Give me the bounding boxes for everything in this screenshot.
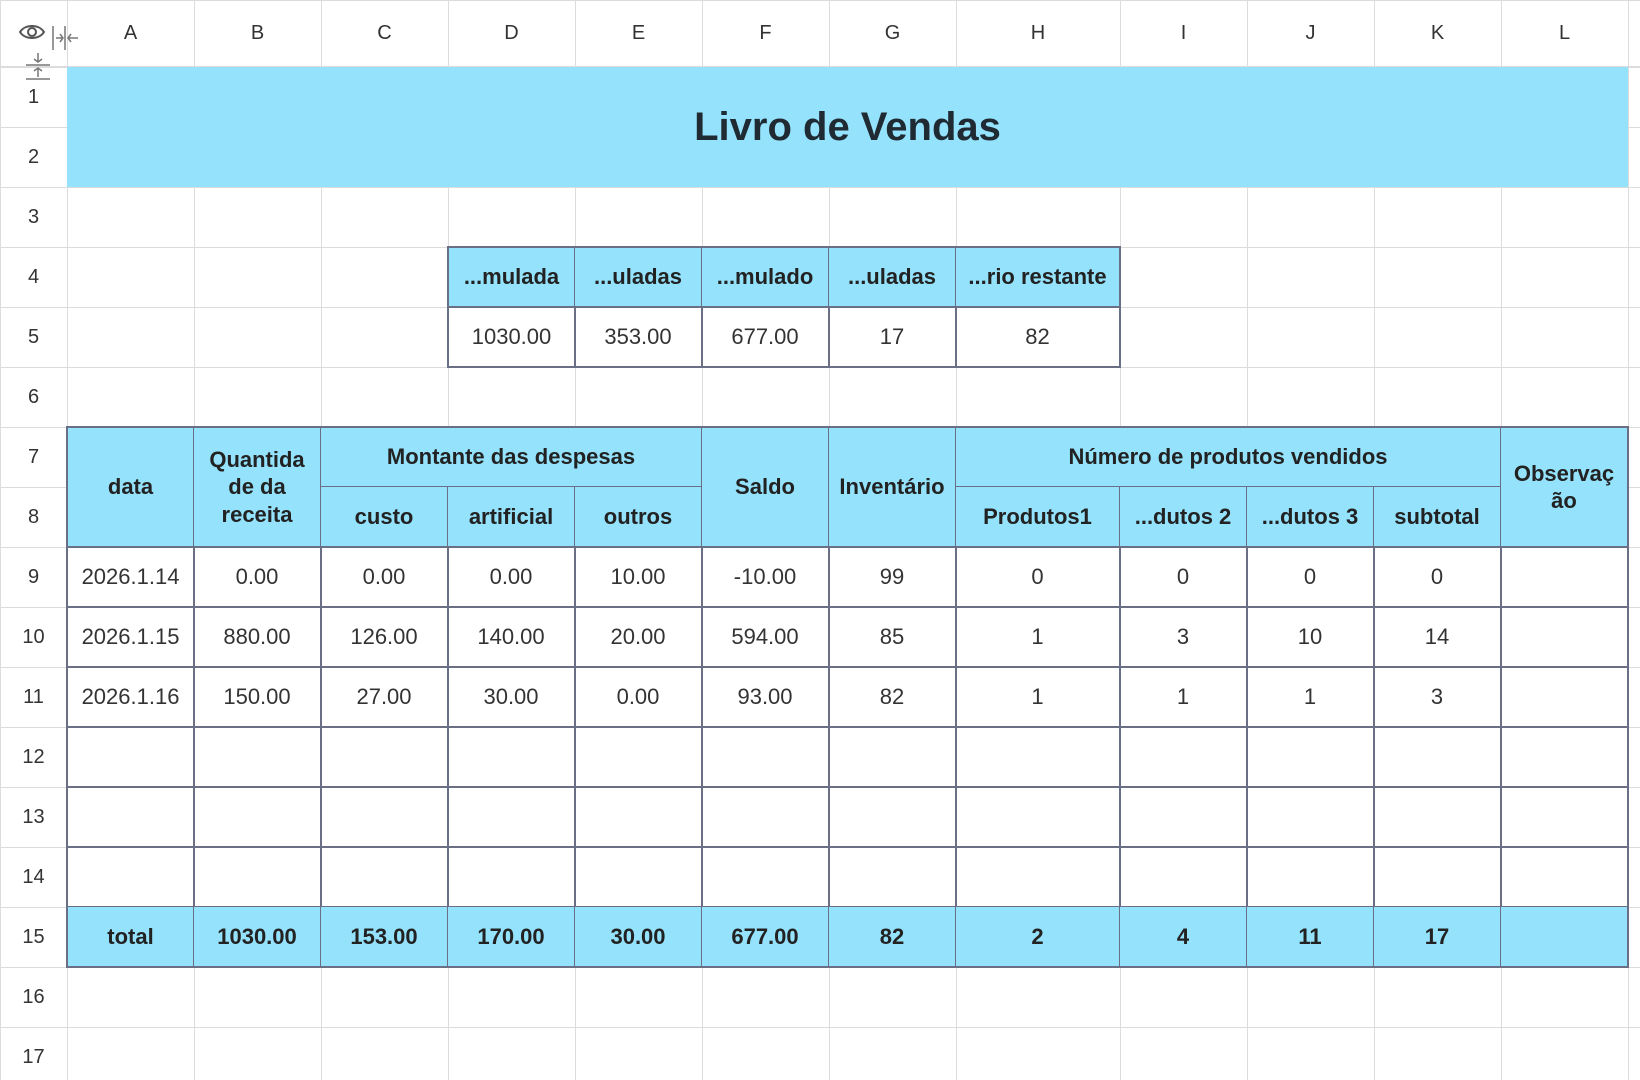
header-produtos2[interactable]: ...dutos 2 <box>1120 487 1248 548</box>
row-header-6[interactable]: 6 <box>27 385 40 408</box>
header-produtos-vendidos[interactable]: Número de produtos vendidos <box>956 426 1502 488</box>
table-cell[interactable] <box>1501 667 1629 728</box>
table-cell[interactable] <box>956 727 1121 788</box>
row-header-8[interactable]: 8 <box>27 505 40 528</box>
freeze-columns-icon[interactable] <box>51 24 81 57</box>
row-header-7[interactable]: 7 <box>27 445 40 468</box>
header-data[interactable]: data <box>66 426 195 548</box>
row-header-14[interactable]: 14 <box>22 865 45 888</box>
total-cell[interactable]: 2 <box>956 907 1121 968</box>
header-saldo[interactable]: Saldo <box>702 426 830 548</box>
table-cell[interactable] <box>66 727 195 788</box>
table-cell[interactable] <box>194 847 322 908</box>
row-header-15[interactable]: 15 <box>22 925 45 948</box>
table-cell[interactable] <box>956 787 1121 848</box>
row-header-17[interactable]: 17 <box>22 1045 45 1068</box>
table-cell[interactable] <box>702 727 830 788</box>
total-cell[interactable]: 170.00 <box>448 907 576 968</box>
table-cell[interactable] <box>448 727 576 788</box>
table-cell[interactable] <box>321 787 449 848</box>
table-cell[interactable] <box>321 727 449 788</box>
table-cell[interactable]: 27.00 <box>321 667 449 728</box>
total-cell[interactable]: 4 <box>1120 907 1248 968</box>
row-header-5[interactable]: 5 <box>27 325 40 348</box>
table-cell[interactable] <box>194 727 322 788</box>
row-header-13[interactable]: 13 <box>22 805 45 828</box>
table-cell[interactable]: 2026.1.15 <box>66 607 195 668</box>
table-cell[interactable] <box>702 787 830 848</box>
summary-header[interactable]: ...rio restante <box>956 246 1121 308</box>
column-header-d[interactable]: D <box>504 22 519 44</box>
table-cell[interactable]: 14 <box>1374 607 1502 668</box>
table-cell[interactable] <box>194 787 322 848</box>
table-cell[interactable] <box>575 787 703 848</box>
header-custo[interactable]: custo <box>321 487 449 548</box>
table-cell[interactable] <box>1120 847 1248 908</box>
column-header-f[interactable]: F <box>759 22 772 44</box>
total-cell[interactable]: 677.00 <box>702 907 830 968</box>
table-cell[interactable]: 3 <box>1374 667 1502 728</box>
header-artificial[interactable]: artificial <box>448 487 576 548</box>
eye-icon[interactable] <box>18 22 46 47</box>
row-header-3[interactable]: 3 <box>27 205 40 228</box>
table-cell[interactable] <box>956 847 1121 908</box>
table-cell[interactable] <box>1247 787 1375 848</box>
table-cell[interactable]: 594.00 <box>702 607 830 668</box>
sheet-title[interactable]: Livro de Vendas <box>67 67 1628 187</box>
summary-value[interactable]: 353.00 <box>575 307 703 368</box>
header-produtos3[interactable]: ...dutos 3 <box>1247 487 1375 548</box>
row-header-11[interactable]: 11 <box>23 685 44 708</box>
summary-header[interactable]: ...uladas <box>575 246 703 308</box>
freeze-rows-icon[interactable] <box>24 51 52 86</box>
gridline-horizontal <box>0 187 1640 188</box>
table-cell[interactable]: 1 <box>1247 667 1375 728</box>
header-inventario[interactable]: Inventário <box>829 426 957 548</box>
total-cell[interactable]: 1030.00 <box>194 907 322 968</box>
table-cell[interactable]: 30.00 <box>448 667 576 728</box>
row-header-16[interactable]: 16 <box>22 985 45 1008</box>
table-cell[interactable]: 0.00 <box>575 667 703 728</box>
row-header-9[interactable]: 9 <box>27 565 40 588</box>
table-cell[interactable]: 0 <box>1374 547 1502 608</box>
table-cell[interactable]: 1 <box>1120 667 1248 728</box>
row-header-4[interactable]: 4 <box>27 265 40 288</box>
column-header-k[interactable]: K <box>1430 22 1445 44</box>
header-subtotal[interactable]: subtotal <box>1374 487 1502 548</box>
table-cell[interactable]: 2026.1.14 <box>66 547 195 608</box>
table-cell[interactable]: 10.00 <box>575 547 703 608</box>
total-cell[interactable]: 82 <box>829 907 957 968</box>
table-cell[interactable]: 0 <box>956 547 1121 608</box>
table-cell[interactable] <box>1120 787 1248 848</box>
table-cell[interactable] <box>1247 727 1375 788</box>
column-header-g[interactable]: G <box>884 22 901 44</box>
header-produtos1[interactable]: Produtos1 <box>956 487 1121 548</box>
total-cell[interactable]: 153.00 <box>321 907 449 968</box>
table-cell[interactable] <box>575 847 703 908</box>
column-header-j[interactable]: J <box>1305 22 1316 44</box>
total-cell[interactable] <box>1501 907 1629 968</box>
summary-value[interactable]: 82 <box>956 307 1121 368</box>
table-cell[interactable] <box>1374 727 1502 788</box>
summary-value[interactable]: 17 <box>829 307 957 368</box>
column-header-i[interactable]: I <box>1180 22 1187 44</box>
table-cell[interactable]: 0.00 <box>194 547 322 608</box>
table-cell[interactable]: 0 <box>1120 547 1248 608</box>
column-header-l[interactable]: L <box>1558 22 1571 44</box>
table-cell[interactable] <box>321 847 449 908</box>
table-cell[interactable]: 1 <box>956 667 1121 728</box>
row-header-12[interactable]: 12 <box>22 745 45 768</box>
table-cell[interactable]: 0.00 <box>321 547 449 608</box>
table-cell[interactable] <box>448 847 576 908</box>
column-header-h[interactable]: H <box>1030 22 1046 44</box>
table-cell[interactable] <box>1501 547 1629 608</box>
gridline-horizontal <box>0 1027 1640 1028</box>
table-cell[interactable] <box>829 727 957 788</box>
table-cell[interactable]: 10 <box>1247 607 1375 668</box>
header-receita[interactable]: Quantida de da receita <box>194 426 322 548</box>
header-observacao[interactable]: Observaç ão <box>1501 426 1629 548</box>
table-cell[interactable]: 126.00 <box>321 607 449 668</box>
summary-header[interactable]: ...uladas <box>829 246 957 308</box>
header-despesas[interactable]: Montante das despesas <box>321 426 703 488</box>
row-header-10[interactable]: 10 <box>22 625 45 648</box>
table-cell[interactable]: 85 <box>829 607 957 668</box>
table-cell[interactable]: 20.00 <box>575 607 703 668</box>
table-cell[interactable] <box>1374 787 1502 848</box>
table-cell[interactable]: 0 <box>1247 547 1375 608</box>
table-cell[interactable] <box>1501 607 1629 668</box>
table-cell[interactable]: 3 <box>1120 607 1248 668</box>
row-header-1[interactable]: 1 <box>27 85 40 108</box>
table-cell[interactable] <box>575 727 703 788</box>
table-cell[interactable] <box>66 787 195 848</box>
total-cell[interactable]: 17 <box>1374 907 1502 968</box>
table-cell[interactable] <box>829 847 957 908</box>
column-header-c[interactable]: C <box>377 22 392 44</box>
table-cell[interactable]: 880.00 <box>194 607 322 668</box>
table-cell[interactable] <box>1120 727 1248 788</box>
summary-header[interactable]: ...mulado <box>702 246 830 308</box>
table-cell[interactable] <box>448 787 576 848</box>
summary-value[interactable]: 677.00 <box>702 307 830 368</box>
table-cell[interactable] <box>66 847 195 908</box>
column-header-a[interactable]: A <box>123 22 138 44</box>
row-header-2[interactable]: 2 <box>27 145 40 168</box>
table-cell[interactable] <box>1501 727 1629 788</box>
table-cell[interactable]: 140.00 <box>448 607 576 668</box>
table-cell[interactable]: 93.00 <box>702 667 830 728</box>
table-cell[interactable] <box>1374 847 1502 908</box>
table-cell[interactable] <box>1247 847 1375 908</box>
column-header-b[interactable]: B <box>250 22 265 44</box>
table-cell[interactable]: 82 <box>829 667 957 728</box>
table-cell[interactable]: 150.00 <box>194 667 322 728</box>
table-cell[interactable] <box>702 847 830 908</box>
summary-value[interactable]: 1030.00 <box>447 307 576 368</box>
table-cell[interactable]: 2026.1.16 <box>66 667 195 728</box>
total-cell[interactable]: 30.00 <box>575 907 703 968</box>
table-cell[interactable] <box>1501 787 1629 848</box>
header-outros[interactable]: outros <box>575 487 703 548</box>
total-cell[interactable]: 11 <box>1247 907 1375 968</box>
table-cell[interactable]: -10.00 <box>702 547 830 608</box>
table-cell[interactable]: 99 <box>829 547 957 608</box>
table-cell[interactable] <box>1501 847 1629 908</box>
table-cell[interactable]: 0.00 <box>448 547 576 608</box>
total-label[interactable]: total <box>66 907 195 968</box>
table-cell[interactable] <box>829 787 957 848</box>
summary-header[interactable]: ...mulada <box>447 246 576 308</box>
column-header-e[interactable]: E <box>631 22 646 44</box>
table-cell[interactable]: 1 <box>956 607 1121 668</box>
